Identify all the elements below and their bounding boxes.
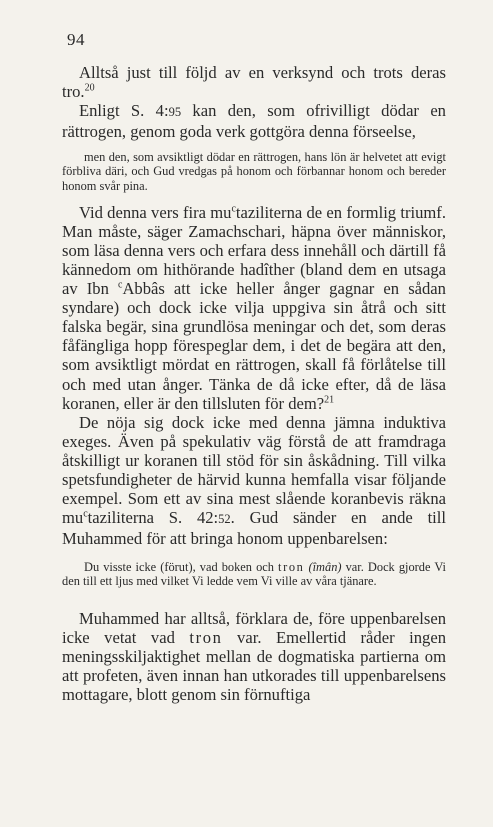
paragraph-1: [62, 63, 446, 101]
ayn-mark: c: [117, 279, 123, 291]
paragraph-3: [62, 203, 446, 413]
paragraph-3-text-c: Abbâs att icke heller ånger gagnar en sådan syndare) och dock icke vilja uppgiva sin åtrå och sitt falska begär, sina grundlösa meningar och det, som deras fåfängliga hopp förespeglar dem, i det de begära att den, som avsiktligt mördat en rättrogen, skall få förlåtelse till och med utan ånger. Tänka de då icke efter, då de läsa koranen, eller är den tillsluten för dem?: [62, 279, 446, 413]
paragraph-5: [62, 609, 446, 704]
paragraph-4-text-b: taziliterna S. 42:: [87, 508, 219, 528]
quote-block-1: men den, som avsiktligt dödar en rättrogen, hans lön är helvetet att evigt förbliva däri, och Gud vredgas på honom och förbannar honom och bereder honom svår pina.: [62, 150, 446, 193]
quote-2-text-b: var. Dock gjorde Vi den till ett ljus med vilket Vi ledde vem Vi ville av våra tjänare.: [62, 560, 446, 589]
quote-block-2: [62, 560, 446, 588]
quote-2-transliteration: (îmân): [308, 560, 342, 575]
paragraph-5-text-b: var. Emellertid råder ingen meningsskiljaktighet mellan de dogmatiska partierna om att profeten, även innan han utkorades till uppenbarelsens mottagare, blott genom sin förnuftiga: [62, 627, 446, 704]
footnote-ref-20: 20: [84, 82, 95, 94]
paragraph-5-text-a: Muhammed har alltså, förklara de, före uppenbarelsen icke vetat vad: [62, 608, 446, 647]
quote-2-text-a: Du visste icke (förut), vad boken och: [84, 560, 279, 575]
verse-ref-95: 95: [168, 105, 182, 120]
paragraph-2-text-a: Enligt S. 4:: [79, 101, 169, 121]
paragraph-5-emphasis: tron: [189, 627, 223, 647]
paragraph-1-text: Alltså just till följd av en verksynd och trots deras tro.: [62, 63, 446, 102]
verse-ref-52: 52: [218, 512, 231, 527]
paragraph-2: [62, 101, 446, 141]
footnote-ref-21: 21: [324, 394, 335, 406]
quote-2-emphasis: tron: [278, 560, 305, 575]
paragraph-3-text-a: Vid denna vers fira mu: [79, 202, 232, 222]
ayn-mark: c: [231, 203, 236, 215]
paragraph-2-text-b: kan den, som ofrivilligt dödar en rättrogen, genom goda verk gottgöra denna förseelse,: [62, 101, 446, 142]
ayn-mark: c: [83, 508, 88, 520]
page-body: [62, 63, 446, 704]
paragraph-4-text-a: De nöja sig dock icke med denna jämna induktiva exeges. Även på spekulativ väg förstå de att framdraga åtskilligt ur koranen till stöd för sin åskådning. Till vilka spetsfundigheter de härvid kunna hemfalla visar följande exempel. Som ett av sina mest slående koranbevis räkna mu: [62, 412, 446, 528]
paragraph-4: [62, 413, 446, 549]
paragraph-3-text-b: taziliterna de en formlig triumf. Man måste, säger Zamachschari, häpna över människor, som läsa denna vers och erfara dess innehåll och därtill få kännedom om hithörande hadîther (bland dem en utsaga av Ibn: [62, 202, 446, 299]
paragraph-4-text-c: . Gud sänder en ande till Muhammed för att bringa honom uppenbarelsen:: [62, 508, 447, 549]
page-number: 94: [67, 30, 85, 49]
